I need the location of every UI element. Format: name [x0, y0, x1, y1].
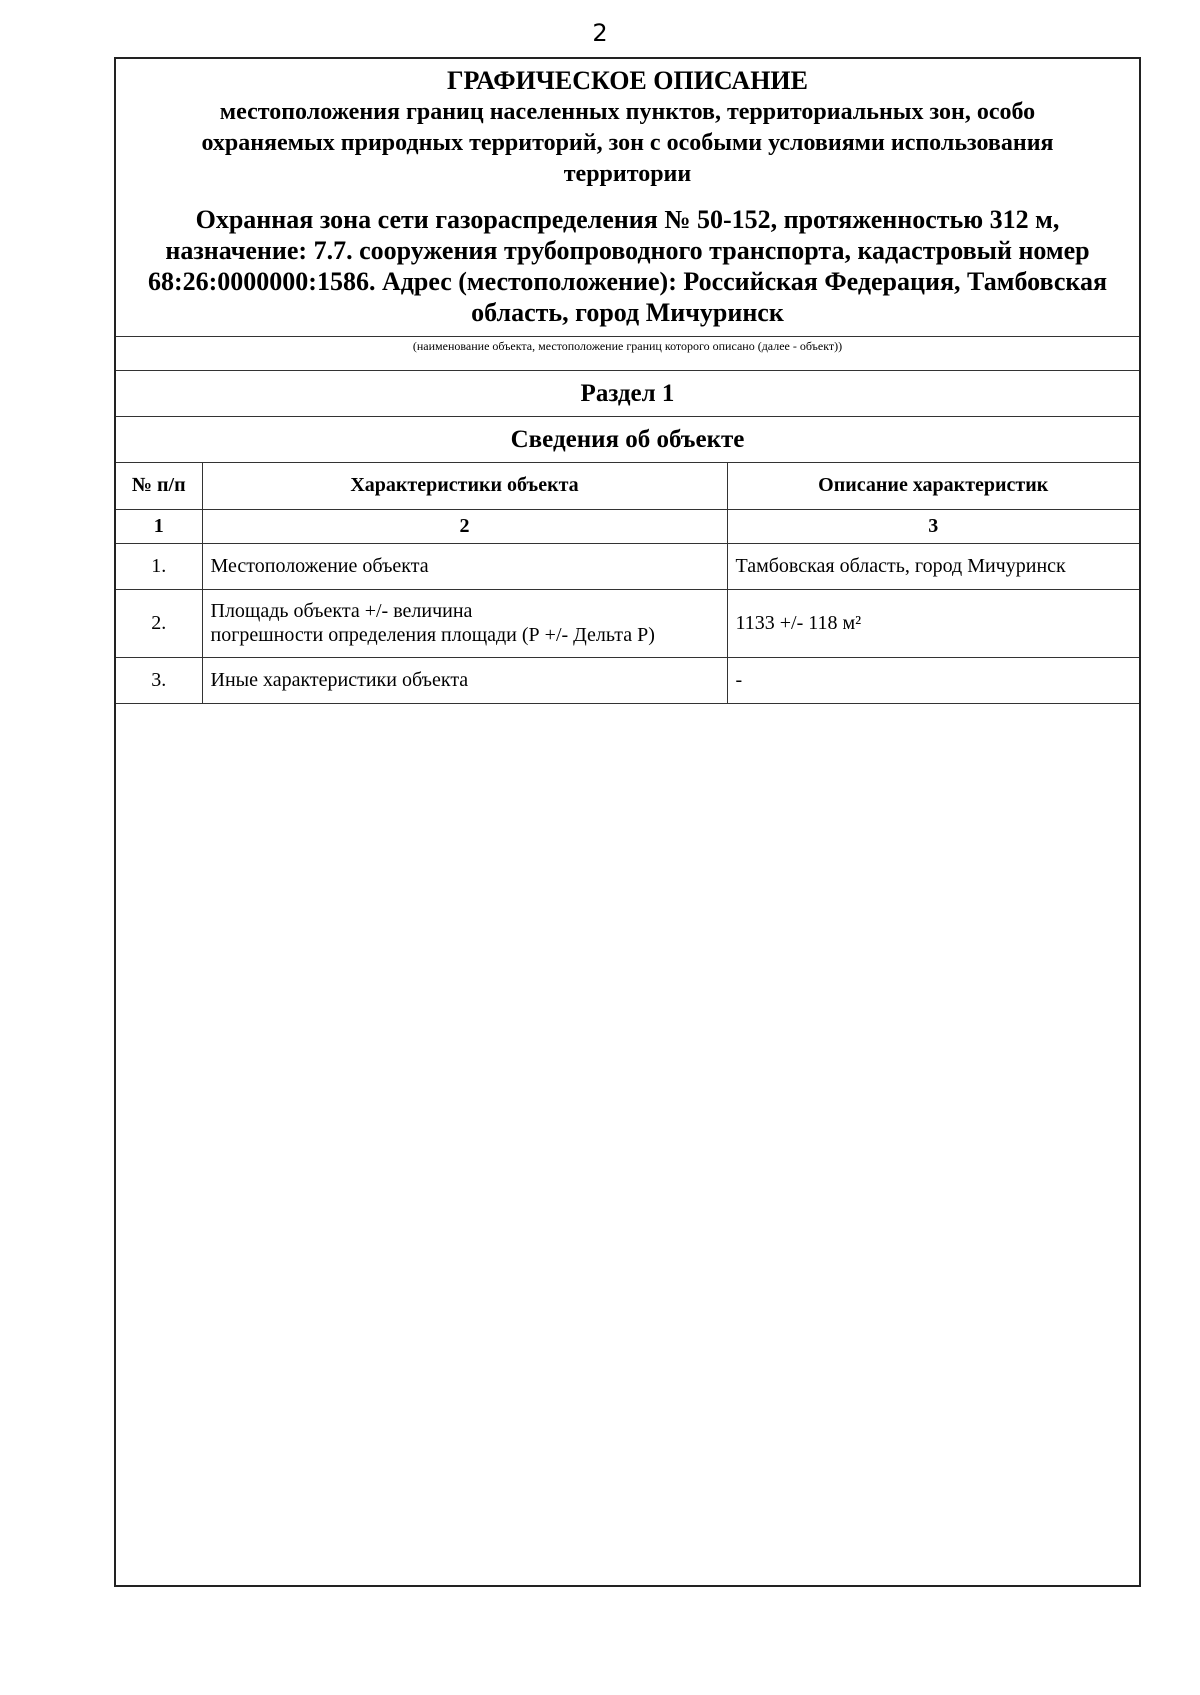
characteristic-line: Местоположение объекта [210, 554, 429, 577]
header-characteristic: Характеристики объекта [202, 463, 727, 509]
section-title: Сведения об объекте [116, 417, 1139, 463]
characteristic-line: Иные характеристики объекта [210, 668, 469, 691]
object-info-table [116, 463, 1139, 704]
object-caption: (наименование объекта, местоположение границ которого описано (далее - объект)) [116, 337, 1139, 371]
table-row [116, 589, 1139, 657]
header-num: № п/п [116, 463, 202, 509]
column-number: 2 [202, 509, 727, 543]
document-frame [114, 57, 1141, 1587]
row-num: 2. [116, 589, 202, 657]
row-num: 3. [116, 657, 202, 703]
table-row [116, 543, 1139, 589]
row-characteristic [202, 543, 727, 589]
characteristic-line: Площадь объекта +/- величина [210, 600, 473, 622]
document-header [116, 59, 1139, 337]
row-description: Тамбовская область, город Мичуринск [727, 543, 1139, 589]
column-number: 3 [727, 509, 1139, 543]
object-name: Охранная зона сети газораспределения № 50-152, протяженностью 312 м, назначение: 7.7. сооружения трубопроводного транспорта, кадастровый номер 68:26:0000000:1586. Адрес (местоположение): Российская Федерация, Тамбовская область, город Мичуринск [147, 205, 1108, 327]
row-description: 1133 +/- 118 м² [727, 589, 1139, 657]
column-number: 1 [116, 509, 202, 543]
characteristic-line: погрешности определения площади (Р +/- Дельта Р) [210, 624, 655, 646]
table-column-numbers-row [116, 509, 1139, 543]
document-subtitle: местоположения границ населенных пунктов, территориальных зон, особо охраняемых природных территорий, зон с особыми условиями использования территории [201, 99, 1054, 187]
document-title: ГРАФИЧЕСКОЕ ОПИСАНИЕ [447, 66, 808, 95]
page-number: 2 [592, 19, 608, 47]
row-characteristic [202, 589, 727, 657]
row-characteristic [202, 657, 727, 703]
row-description: - [727, 657, 1139, 703]
table-header-row [116, 463, 1139, 509]
section-label: Раздел 1 [116, 371, 1139, 417]
header-description: Описание характеристик [727, 463, 1139, 509]
row-num: 1. [116, 543, 202, 589]
table-row [116, 657, 1139, 703]
